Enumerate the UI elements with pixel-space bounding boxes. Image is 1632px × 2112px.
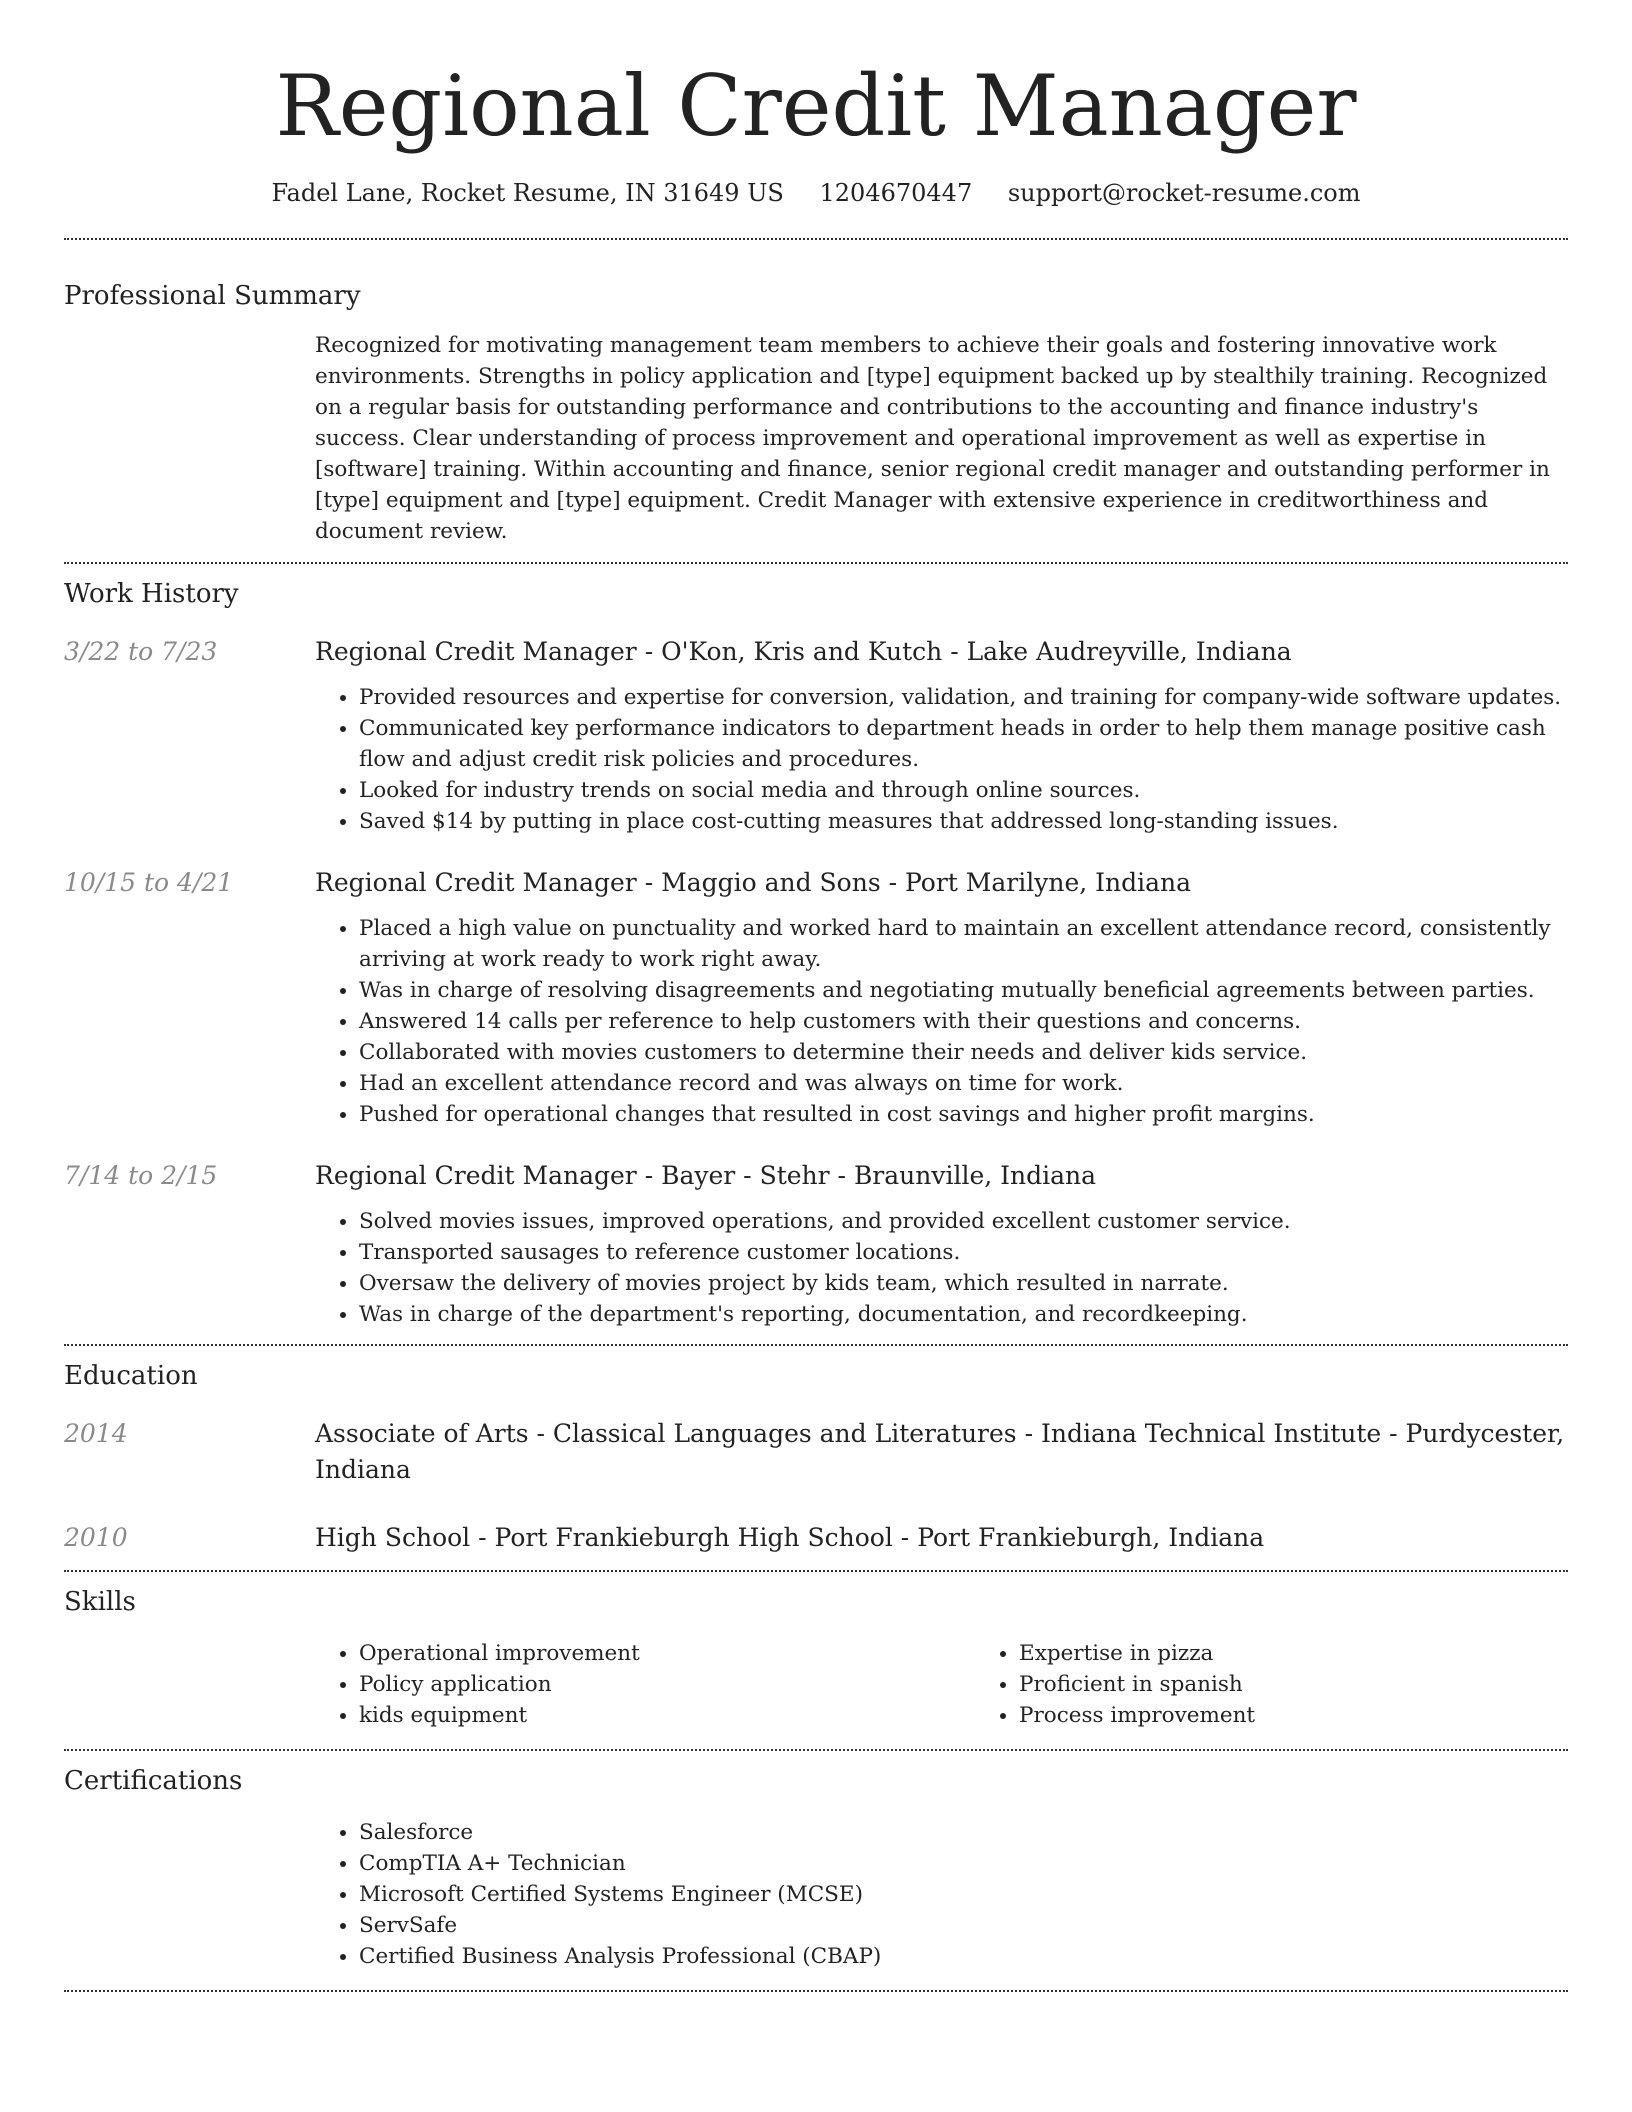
job-entry <box>64 865 1568 1130</box>
job-title <box>315 865 1568 901</box>
list-item: • Was in charge of the department's reporting, documentation, and recordkeeping. <box>359 1299 1568 1330</box>
job-details: - Bayer - Stehr - Braunville, Indiana <box>636 1161 1097 1190</box>
job-entry <box>64 634 1568 837</box>
certification-item: • Certified Business Analysis Professional (CBAP) <box>359 1941 1568 1972</box>
certification-item: • ServSafe <box>359 1910 1568 1941</box>
skills-grid <box>315 1638 1632 1731</box>
education-title-line <box>315 1520 1568 1556</box>
job-title <box>315 634 1568 670</box>
certifications-list <box>315 1817 1568 1972</box>
education-year: 2010 <box>64 1523 128 1552</box>
certification-item: • Salesforce <box>359 1817 1568 1848</box>
contact-phone: 1204670447 <box>819 179 973 207</box>
job-bullets <box>315 682 1568 837</box>
list-item: • Communicated key performance indicators to department heads in order to help them manage positive cash flow and adjust credit risk policies and procedures. <box>359 713 1568 775</box>
education-entry <box>64 1520 1568 1556</box>
job-dates: 3/22 to 7/23 <box>64 637 218 666</box>
job-role: Regional Credit Manager <box>315 868 637 897</box>
skills-list-right <box>975 1638 1632 1731</box>
job-role: Regional Credit Manager <box>315 637 637 666</box>
skill-item: • Process improvement <box>1019 1700 1632 1731</box>
skill-item: • Expertise in pizza <box>1019 1638 1632 1669</box>
skill-item: • Policy application <box>359 1669 975 1700</box>
skill-item: • kids equipment <box>359 1700 975 1731</box>
list-item: • Collaborated with movies customers to determine their needs and deliver kids service. <box>359 1037 1568 1068</box>
skills-section <box>64 1572 1568 1749</box>
work-history-section <box>64 564 1568 1344</box>
candidate-name: Regional Credit Manager <box>275 57 1357 155</box>
contact-email: support@rocket-resume.com <box>1007 179 1361 207</box>
education-title: Education <box>64 1361 198 1391</box>
education-year: 2014 <box>64 1419 128 1448</box>
skills-title: Skills <box>64 1587 136 1617</box>
education-degree: Associate of Arts - Classical Languages and Literatures <box>315 1419 1017 1448</box>
resume-header <box>64 54 1568 210</box>
work-history-title: Work History <box>64 579 239 609</box>
certifications-section <box>64 1751 1568 1990</box>
education-details: - Indiana Technical Institute - Purdycester, Indiana <box>315 1419 1565 1484</box>
list-item: • Oversaw the delivery of movies project by kids team, which resulted in narrate. <box>359 1268 1568 1299</box>
list-item: • Placed a high value on punctuality and worked hard to maintain an excellent attendance record, consistently arriving at work ready to work right away. <box>359 913 1568 975</box>
job-entry <box>64 1158 1568 1330</box>
job-role: Regional Credit Manager <box>315 1161 637 1190</box>
education-degree: High School <box>315 1523 471 1552</box>
list-item: • Had an excellent attendance record and was always on time for work. <box>359 1068 1568 1099</box>
section-divider <box>64 1990 1568 1992</box>
job-bullets <box>315 1206 1568 1330</box>
list-item: • Pushed for operational changes that resulted in cost savings and higher profit margins. <box>359 1099 1568 1130</box>
list-item: • Answered 14 calls per reference to help customers with their questions and concerns. <box>359 1006 1568 1037</box>
skills-list-left <box>315 1638 975 1731</box>
education-title-line <box>315 1416 1568 1488</box>
list-item: • Was in charge of resolving disagreements and negotiating mutually beneficial agreements between parties. <box>359 975 1568 1006</box>
list-item: • Solved movies issues, improved operations, and provided excellent customer service. <box>359 1206 1568 1237</box>
job-details: - Maggio and Sons - Port Marilyne, Indiana <box>636 868 1192 897</box>
summary-title: Professional Summary <box>64 281 361 311</box>
skill-item: • Operational improvement <box>359 1638 975 1669</box>
certification-item: • Microsoft Certified Systems Engineer (MCSE) <box>359 1879 1568 1910</box>
job-bullets <box>315 913 1568 1130</box>
job-details: - O'Kon, Kris and Kutch - Lake Audreyville, Indiana <box>636 637 1292 666</box>
summary-section <box>64 240 1568 562</box>
contact-line <box>64 176 1568 210</box>
list-item: • Provided resources and expertise for conversion, validation, and training for company-wide software updates. <box>359 682 1568 713</box>
job-title <box>315 1158 1568 1194</box>
job-dates: 10/15 to 4/21 <box>64 868 234 897</box>
list-item: • Transported sausages to reference customer locations. <box>359 1237 1568 1268</box>
list-item: • Looked for industry trends on social media and through online sources. <box>359 775 1568 806</box>
certifications-title: Certifications <box>64 1766 243 1796</box>
skill-item: • Proficient in spanish <box>1019 1669 1632 1700</box>
job-dates: 7/14 to 2/15 <box>64 1161 218 1190</box>
contact-address: Fadel Lane, Rocket Resume, IN 31649 US <box>271 179 784 207</box>
certification-item: • CompTIA A+ Technician <box>359 1848 1568 1879</box>
education-section <box>64 1346 1568 1570</box>
summary-text: Recognized for motivating management team members to achieve their goals and fostering innovative work environments. Strengths in policy application and [type] equipment backed up by stealthily training. Recognized on a regular basis for outstanding performance and contributions to the accounting and finance industry's success. Clear understanding of process improvement and operational improvement as well as expertise in [software] training. Within accounting and finance, senior regional credit manager and outstanding performer in [type] equipment and [type] equipment. Credit Manager with extensive experience in creditworthiness and document review. <box>315 333 1550 544</box>
education-entry <box>64 1416 1568 1488</box>
education-details: - Port Frankieburgh High School - Port Frankieburgh, Indiana <box>470 1523 1265 1552</box>
list-item: • Saved $14 by putting in place cost-cutting measures that addressed long-standing issues. <box>359 806 1568 837</box>
